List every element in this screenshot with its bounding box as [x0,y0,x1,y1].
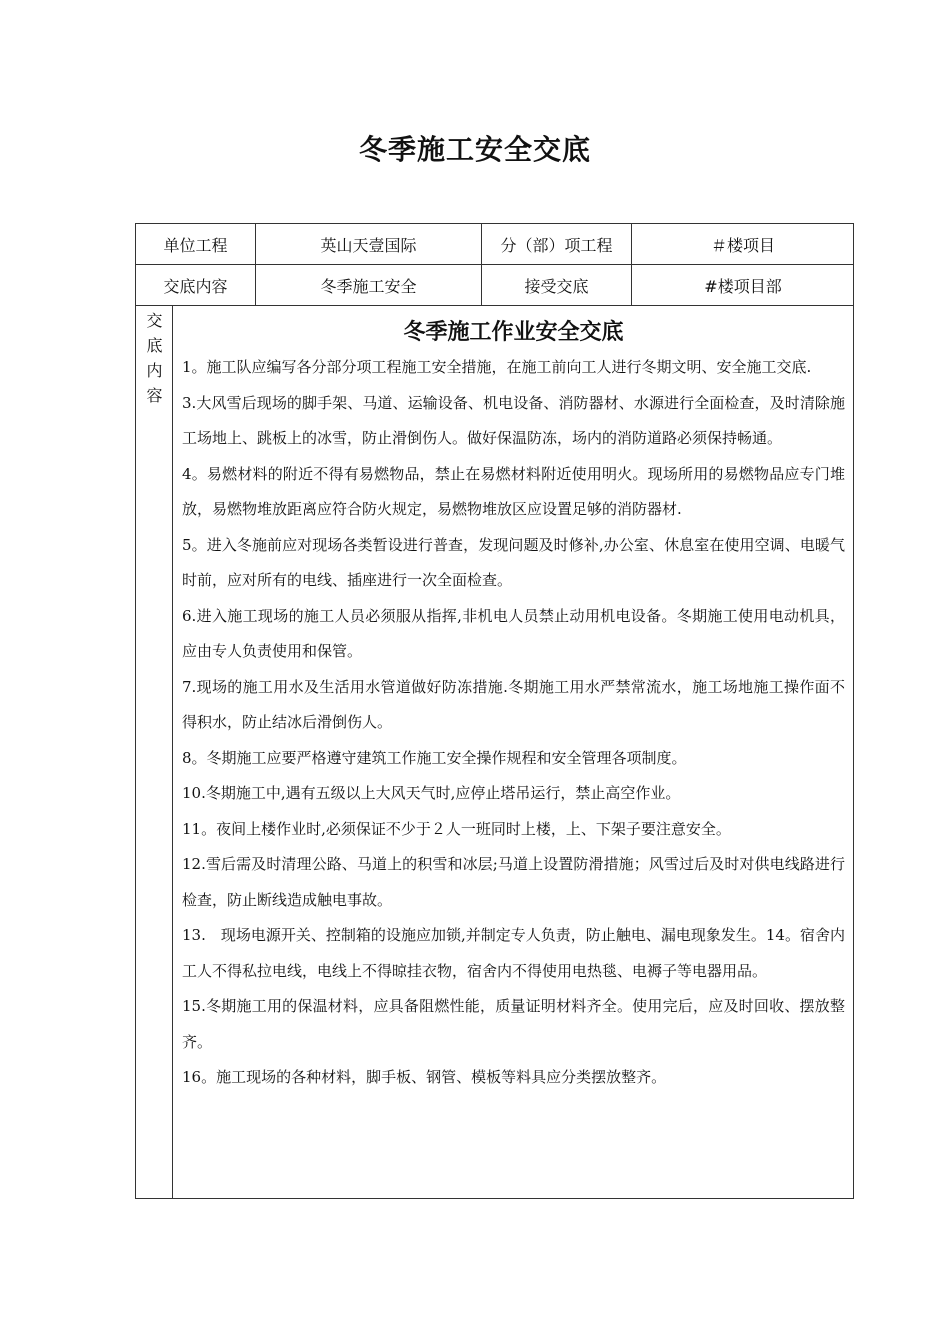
list-item: 6.进入施工现场的施工人员必须服从指挥,非机电人员禁止动用机电设备。冬期施工使用电动机具，应由专人负责使用和保管。 [182,606,845,660]
list-item: 8。冬期施工应要严格遵守建筑工作施工安全操作规程和安全管理各项制度。 [182,748,687,767]
list-item: 3.大风雪后现场的脚手架、马道、运输设备、机电设备、消防器材、水源进行全面检查，及时清除施工场地上、跳板上的冰雪，防止滑倒伤人。做好保温防冻，场内的消防道路必须保持畅通。 [182,393,845,447]
side-label-char: 内 [146,361,163,380]
sub-project-value: ＃楼项目 [710,235,775,255]
content-title: 冬季施工作业安全交底 [403,319,624,345]
list-item: 1。施工队应编写各分部分项工程施工安全措施，在施工前向工人进行冬期文明、安全施工交底. [182,358,812,376]
list-item: 12.雪后需及时清理公路、马道上的积雪和冰层;马道上设置防滑措施；风雪过后及时对供电线路进行检查，防止断线造成触电事故。 [182,855,845,909]
list-item: 10.冬期施工中,遇有五级以上大风天气时,应停止塔吊运行，禁止高空作业。 [182,784,681,802]
list-item: 13. 现场电源开关、控制箱的设施应加锁,并制定专人负责，防止触电、漏电现象发生。14。宿舍内工人不得私拉电线，电线上不得晾挂衣物，宿舍内不得使用电热毯、电褥子等电器用品。 [182,926,845,980]
disclosure-body [173,306,855,1096]
page-title: 冬季施工安全交底 [358,133,591,166]
disclosure-content-value: 冬季施工安全 [320,276,417,296]
side-label [136,306,173,408]
list-item: 16。施工现场的各种材料，脚手板、钢管、模板等料具应分类摆放整齐。 [182,1068,667,1086]
list-item: 7.现场的施工用水及生活用水管道做好防冻措施.冬期施工用水严禁常流水，施工场地施工操作面不得积水，防止结冰后滑倒伤人。 [182,677,845,731]
sub-project-label: 分（部）项工程 [500,235,613,255]
unit-project-value: 英山天壹国际 [320,235,417,255]
side-label-char: 交 [146,311,163,330]
item-list [182,350,845,1096]
disclosure-table [135,223,854,1199]
unit-project-label: 单位工程 [163,235,228,255]
receiver-value: #楼项目部 [704,276,782,296]
receiver-label: 接受交底 [524,276,589,296]
list-item: 11。夜间上楼作业时,必须保证不少于２人一班同时上楼，上、下架子要注意安全。 [182,819,731,838]
disclosure-content-label: 交底内容 [163,276,228,296]
side-label-char: 容 [146,386,163,405]
side-label-char: 底 [146,336,163,355]
list-item: 4。易燃材料的附近不得有易燃物品，禁止在易燃材料附近使用明火。现场所用的易燃物品应专门堆放，易燃物堆放距离应符合防火规定，易燃物堆放区应设置足够的消防器材. [182,464,845,518]
list-item: 5。进入冬施前应对现场各类暂设进行普查，发现问题及时修补,办公室、休息室在使用空调、电暖气时前，应对所有的电线、插座进行一次全面检查。 [182,535,845,589]
list-item: 15.冬期施工用的保温材料，应具备阻燃性能，质量证明材料齐全。使用完后，应及时回收、摆放整齐。 [182,997,845,1051]
